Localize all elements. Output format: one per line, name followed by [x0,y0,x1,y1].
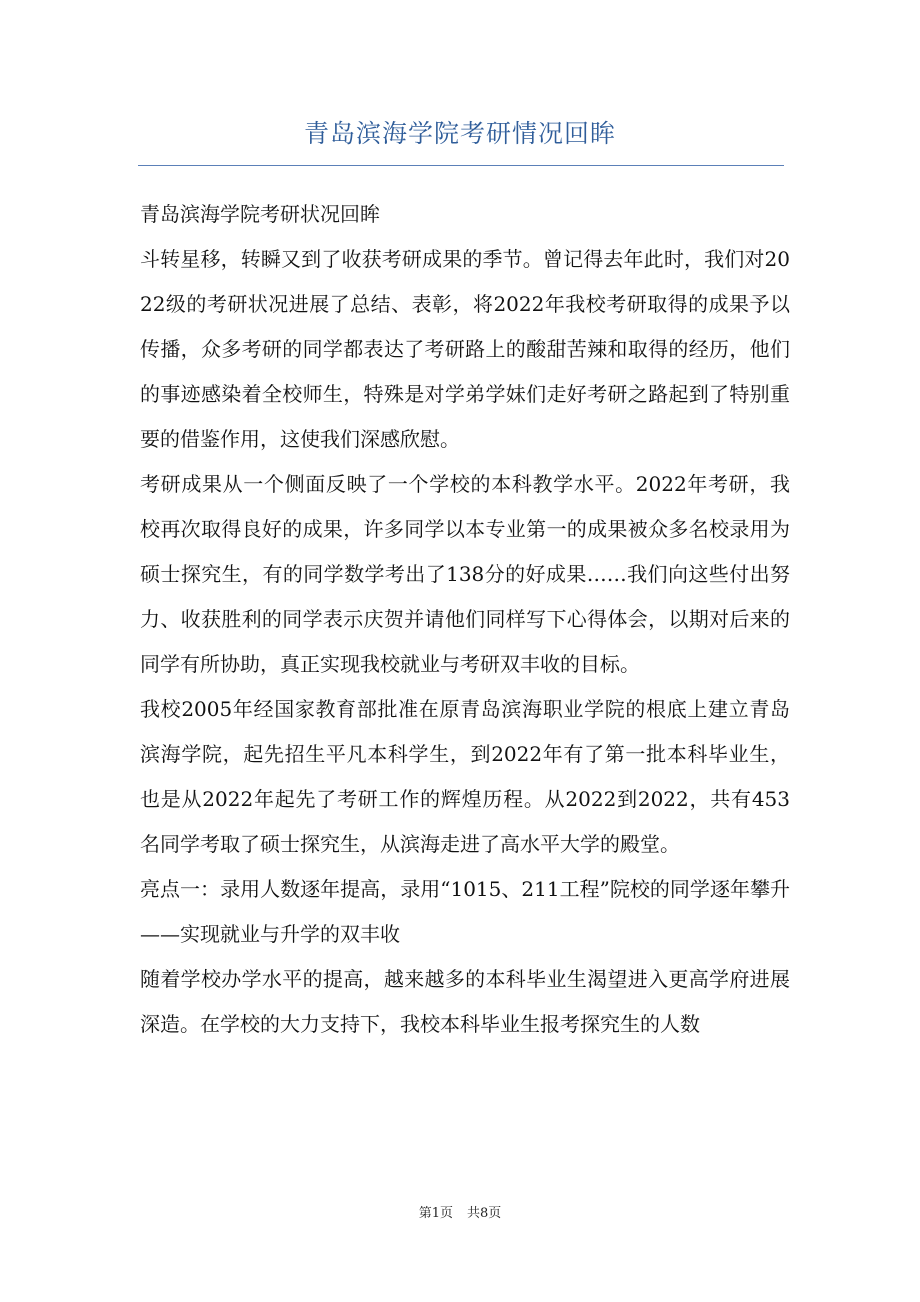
paragraph: 随着学校办学水平的提高，越来越多的本科毕业生渴望进入更高学府进展深造。在学校的大力支持下，我校本科毕业生报考探究生的人数 [140,967,790,1036]
title-divider [138,165,784,166]
paragraph-subtitle: 青岛滨海学院考研状况回眸 [140,202,380,226]
page-number: 第1页 [418,1206,453,1221]
document-body [140,192,790,1047]
page-footer [0,1204,920,1224]
page-total: 共8页 [467,1206,502,1221]
paragraph: 斗转星移，转瞬又到了收获考研成果的季节。曾记得去年此时，我们对2022级的考研状况进展了总结、表彰，将2022年我校考研取得的成果予以传播，众多考研的同学都表达了考研路上的酸甜苦辣和取得的经历，他们的事迹感染着全校师生，特殊是对学弟学妹们走好考研之路起到了特别重要的借鉴作用，这使我们深感欣慰。 [140,247,790,451]
paragraph: 我校2005年经国家教育部批准在原青岛滨海职业学院的根底上建立青岛滨海学院，起先招生平凡本科学生，到2022年有了第一批本科毕业生，也是从2022年起先了考研工作的辉煌历程。从2022到2022，共有453名同学考取了硕士探究生，从滨海走进了高水平大学的殿堂。 [140,697,790,856]
paragraph-highlight-heading: 亮点一：录用人数逐年提高，录用“1015、211工程”院校的同学逐年攀升——实现就业与升学的双丰收 [140,877,790,946]
paragraph: 考研成果从一个侧面反映了一个学校的本科教学水平。2022年考研，我校再次取得良好的成果，许多同学以本专业第一的成果被众多名校录用为硕士探究生，有的同学数学考出了138分的好成果……我们向这些付出努力、收获胜利的同学表示庆贺并请他们同样写下心得体会，以期对后来的同学有所协助，真正实现我校就业与考研双丰收的目标。 [140,472,790,676]
page-title: 青岛滨海学院考研情况回眸 [303,119,616,148]
